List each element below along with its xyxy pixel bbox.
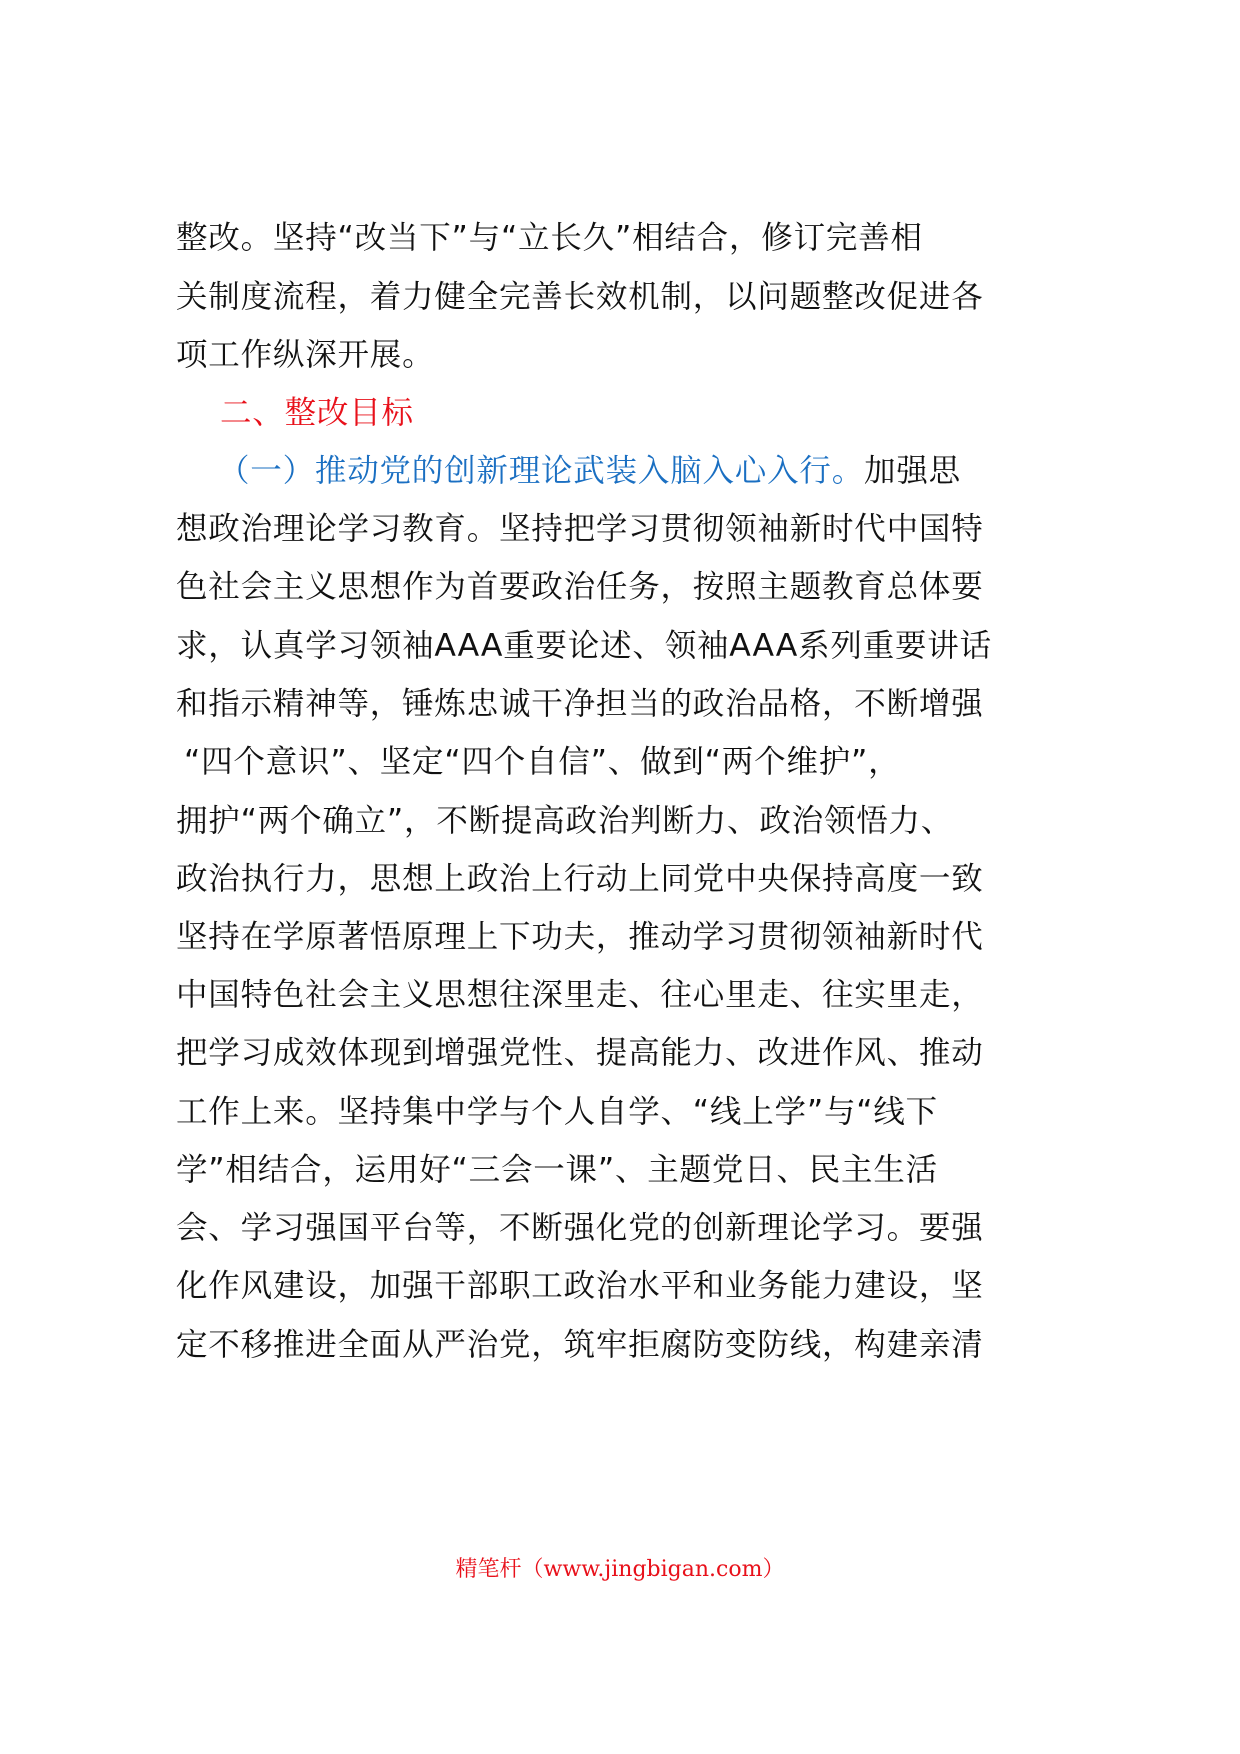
body-line: 整改。坚持“改当下”与“立长久”相结合，修订完善相 — [176, 220, 923, 256]
body-line: 想政治理论学习教育。坚持把学习贯彻领袖新时代中国特 — [176, 511, 984, 547]
body-line: “四个意识”、坚定“四个自信”、做到“两个维护”， — [184, 744, 901, 780]
section-heading: 二、整改目标 — [220, 395, 414, 431]
body-text: 加强思 — [864, 453, 961, 489]
subsection-heading: （一）推动党的创新理论武装入脑入心入行。 — [218, 453, 865, 489]
subsection-line — [218, 439, 1128, 503]
body-line: 学”相结合，运用好“三会一课”、主题党日、民主生活 — [176, 1152, 938, 1188]
body-line: 会、学习强国平台等，不断强化党的创新理论学习。要强 — [176, 1210, 984, 1246]
footer-watermark: 精笔杆（www.jingbigan.com） — [455, 1557, 785, 1582]
body-line: 坚持在学原著悟原理上下功夫，推动学习贯彻领袖新时代 — [176, 919, 984, 955]
body-line: 拥护“两个确立”，不断提高政治判断力、政治领悟力、 — [176, 803, 954, 839]
body-line: 和指示精神等，锤炼忠诚干净担当的政治品格，不断增强 — [176, 686, 984, 722]
body-line: 化作风建设，加强干部职工政治水平和业务能力建设，坚 — [176, 1268, 984, 1304]
body-line: 色社会主义思想作为首要政治任务，按照主题教育总体要 — [176, 569, 984, 605]
body-line: 把学习成效体现到增强党性、提高能力、改进作风、推动 — [176, 1035, 984, 1071]
body-line: 中国特色社会主义思想往深里走、往心里走、往实里走， — [176, 977, 984, 1013]
body-line: 定不移推进全面从严治党，筑牢拒腐防变防线，构建亲清 — [176, 1327, 984, 1363]
body-line: 关制度流程，着力健全完善长效机制，以问题整改促进各 — [176, 279, 984, 315]
body-line: 项工作纵深开展。 — [176, 337, 435, 373]
body-line: 政治执行力，思想上政治上行动上同党中央保持高度一致 — [176, 861, 984, 897]
body-line: 求，认真学习领袖AAA重要论述、领袖AAA系列重要讲话 — [176, 628, 992, 664]
body-line: 工作上来。坚持集中学与个人自学、“线上学”与“线下 — [176, 1094, 938, 1130]
